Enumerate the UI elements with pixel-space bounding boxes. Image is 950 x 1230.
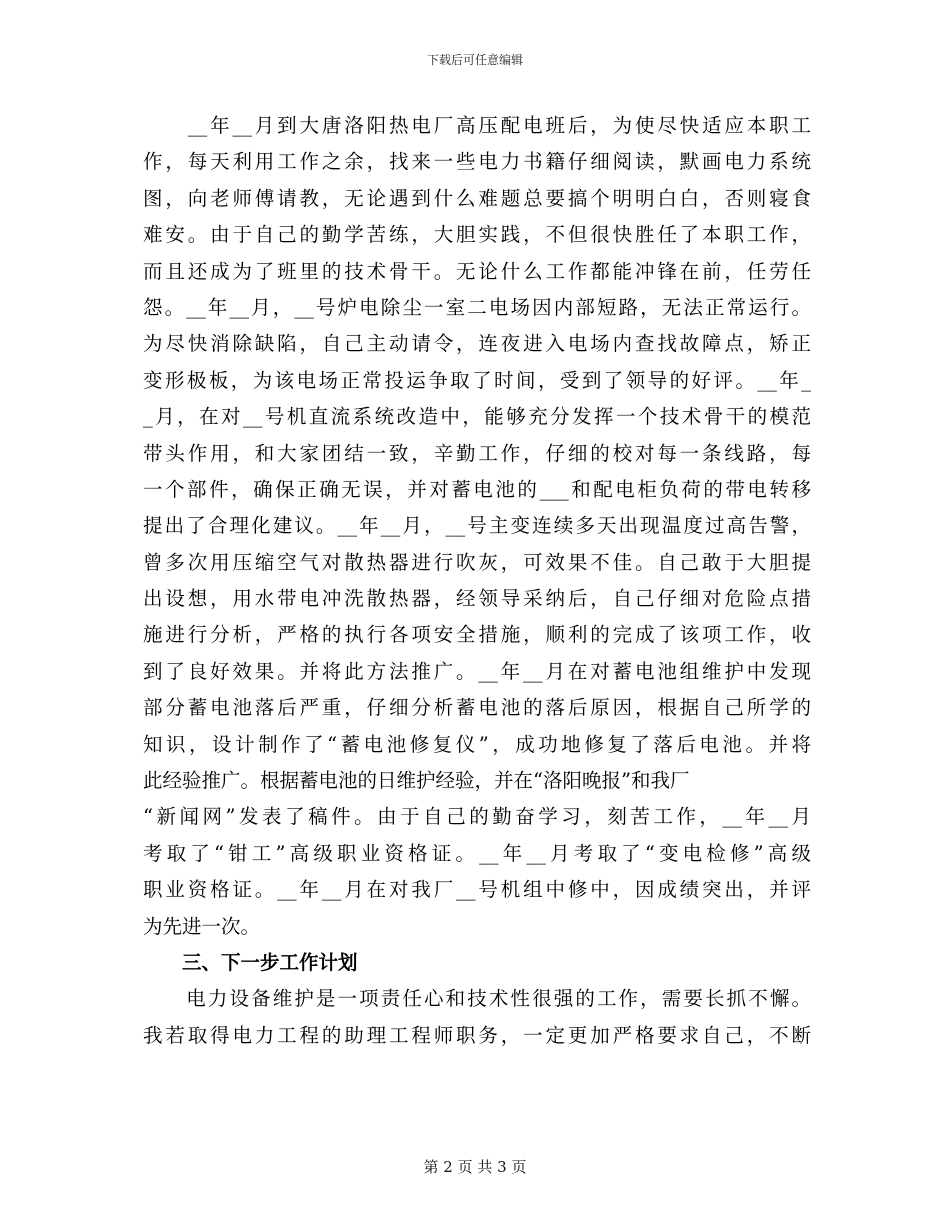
paragraph-line: 作，每天利用工作之余，找来一些电力书籍仔细阅读，默画电力系统	[143, 150, 811, 174]
paragraph-line: 为先进一次。	[143, 914, 261, 938]
paragraph-line: 知识，设计制作了“蓄电池修复仪”，成功地修复了落后电池。并将	[143, 732, 811, 756]
paragraph-line: 施进行分析，严格的执行各项安全措施，顺利的完成了该项工作，收	[143, 623, 811, 647]
paragraph-line: 变形极板，为该电场正常投运争取了时间，受到了领导的好评。__年_	[143, 368, 811, 392]
paragraph-line: 电力设备维护是一项责任心和技术性很强的工作，需要长抓不懈。	[143, 987, 811, 1011]
section-heading: 三、下一步工作计划	[143, 950, 358, 974]
paragraph-line: 带头作用，和大家团结一致，辛勤工作，仔细的校对每一条线路，每	[143, 441, 811, 465]
page-header: 下载后可任意编辑	[426, 53, 523, 67]
paragraph-line: 此经验推广。根据蓄电池的日维护经验，并在“洛阳晚报”和我厂	[143, 769, 690, 793]
paragraph-line: 怨。__年__月，__号炉电除尘一室二电场因内部短路，无法正常运行。	[143, 295, 811, 319]
paragraph-line: 而且还成为了班里的技术骨干。无论什么工作都能冲锋在前，任劳任	[143, 259, 811, 283]
paragraph-line: __年__月到大唐洛阳热电厂高压配电班后，为使尽快适应本职工	[143, 114, 811, 137]
paragraph-line: 图，向老师傅请教，无论遇到什么难题总要搞个明明白白，否则寝食	[143, 186, 811, 210]
paragraph-line: 我若取得电力工程的助理工程师职务，一定更加严格要求自己，不断	[143, 1023, 811, 1047]
paragraph-line: 难安。由于自己的勤学苦练，大胆实践，不但很快胜任了本职工作，	[143, 223, 811, 247]
paragraph-line: “新闻网”发表了稿件。由于自己的勤奋学习，刻苦工作，__年__月	[143, 805, 811, 829]
paragraph-line: 提出了合理化建议。__年__月，__号主变连续多天出现温度过高告警，	[143, 514, 811, 538]
page-footer: 第 2 页 共 3 页	[423, 1158, 527, 1176]
paragraph-line: 到了良好效果。并将此方法推广。__年__月在对蓄电池组维护中发现	[143, 659, 811, 683]
body-text	[143, 108, 811, 1054]
paragraph-line: _月，在对__号机直流系统改造中，能够充分发挥一个技术骨干的模范	[143, 405, 811, 429]
paragraph-line: 曾多次用压缩空气对散热器进行吹灰，可效果不佳。自己敢于大胆提	[143, 550, 811, 574]
paragraph-line: 部分蓄电池落后严重，仔细分析蓄电池的落后原因，根据自己所学的	[143, 696, 811, 720]
paragraph-line: 职业资格证。__年__月在对我厂__号机组中修中，因成绩突出，并评	[143, 878, 811, 902]
paragraph-line: 出设想，用水带电冲洗散热器，经领导采纳后，自己仔细对危险点措	[143, 587, 811, 611]
paragraph-line: 考取了“钳工”高级职业资格证。__年__月考取了“变电检修”高级	[143, 841, 811, 865]
paragraph-line: 为尽快消除缺陷，自己主动请令，连夜进入电场内查找故障点，矫正	[143, 332, 811, 356]
paragraph-line: 一个部件，确保正确无误，并对蓄电池的___和配电柜负荷的带电转移	[143, 477, 811, 501]
